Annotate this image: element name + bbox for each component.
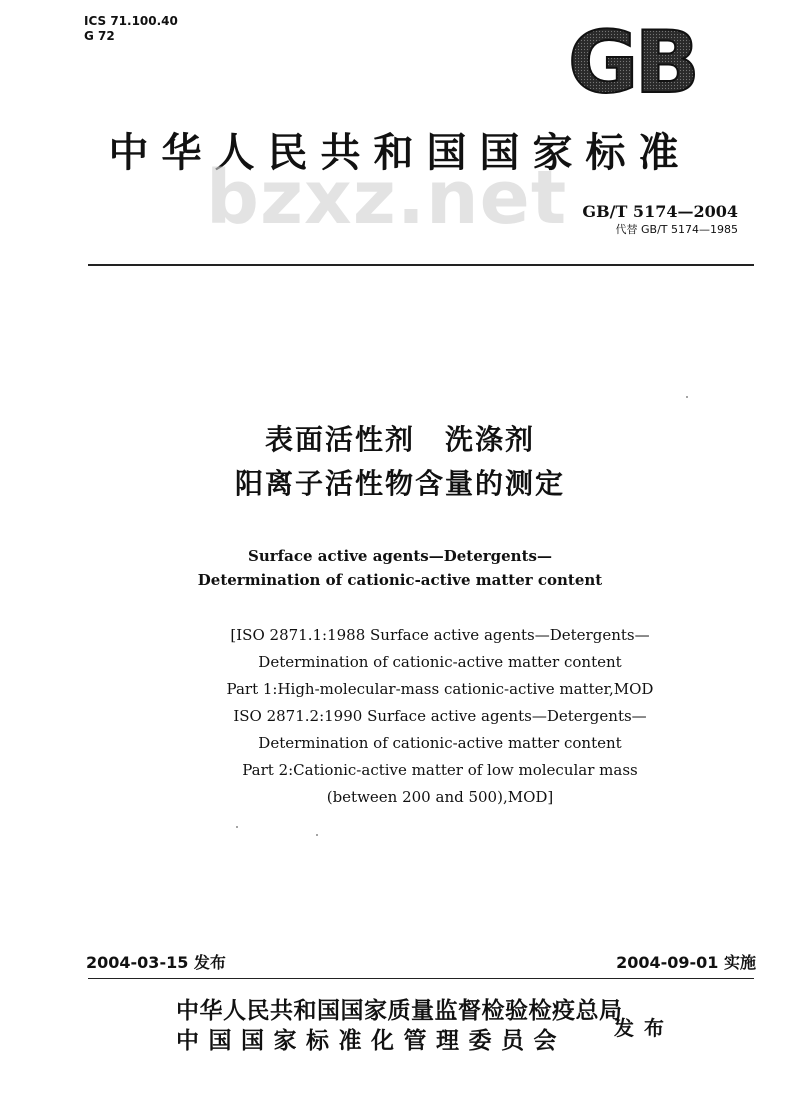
header-divider [88,264,754,266]
english-title-line-1: Surface active agents—Detergents— [248,547,552,565]
reference-line: [ISO 2871.1:1988 Surface active agents—Detergents— [230,626,650,644]
ics-code: ICS 71.100.40 [84,14,178,28]
scan-speck [236,826,238,828]
footer-divider [88,978,754,979]
issuer-aqsiq: 中华人民共和国国家质量监督检验检疫总局 [176,998,623,1024]
reference-line: Determination of cationic-active matter content [258,653,622,671]
category-code: G 72 [84,29,115,43]
national-standard-title: 中华人民共和国国家标准 [108,130,692,176]
standard-number: GB/T 5174—2004 [582,202,738,221]
english-title [40,544,760,592]
svg-text:GB: GB [567,24,697,98]
scan-speck [316,834,318,836]
publish-label: 发布 [614,1016,674,1040]
chinese-title-line-2: 阳离子活性物含量的测定 [234,467,565,500]
reference-line: Part 2:Cationic-active matter of low molecular mass [242,761,638,779]
chinese-title [40,418,760,506]
watermark: bzxz.net [206,155,568,241]
gb-logo [553,24,711,98]
reference-line: (between 200 and 500),MOD] [326,788,554,806]
chinese-title-line-1: 表面活性剂 洗涤剂 [264,423,535,456]
iso-reference [120,622,760,811]
reference-line: Determination of cationic-active matter content [258,734,622,752]
reference-line: Part 1:High-molecular-mass cationic-active matter,MOD [226,680,654,698]
issue-date: 2004-03-15 发布 [86,953,226,972]
implementation-date: 2004-09-01 实施 [616,953,756,972]
english-title-line-2: Determination of cationic-active matter content [197,571,603,589]
replaces-standard: 代替 GB/T 5174—1985 [615,223,738,236]
classification-codes [84,14,178,44]
issuer-sac: 中国国家标准化管理委员会 [176,1028,566,1054]
scan-speck [686,396,688,398]
reference-line: ISO 2871.2:1990 Surface active agents—Detergents— [233,707,647,725]
